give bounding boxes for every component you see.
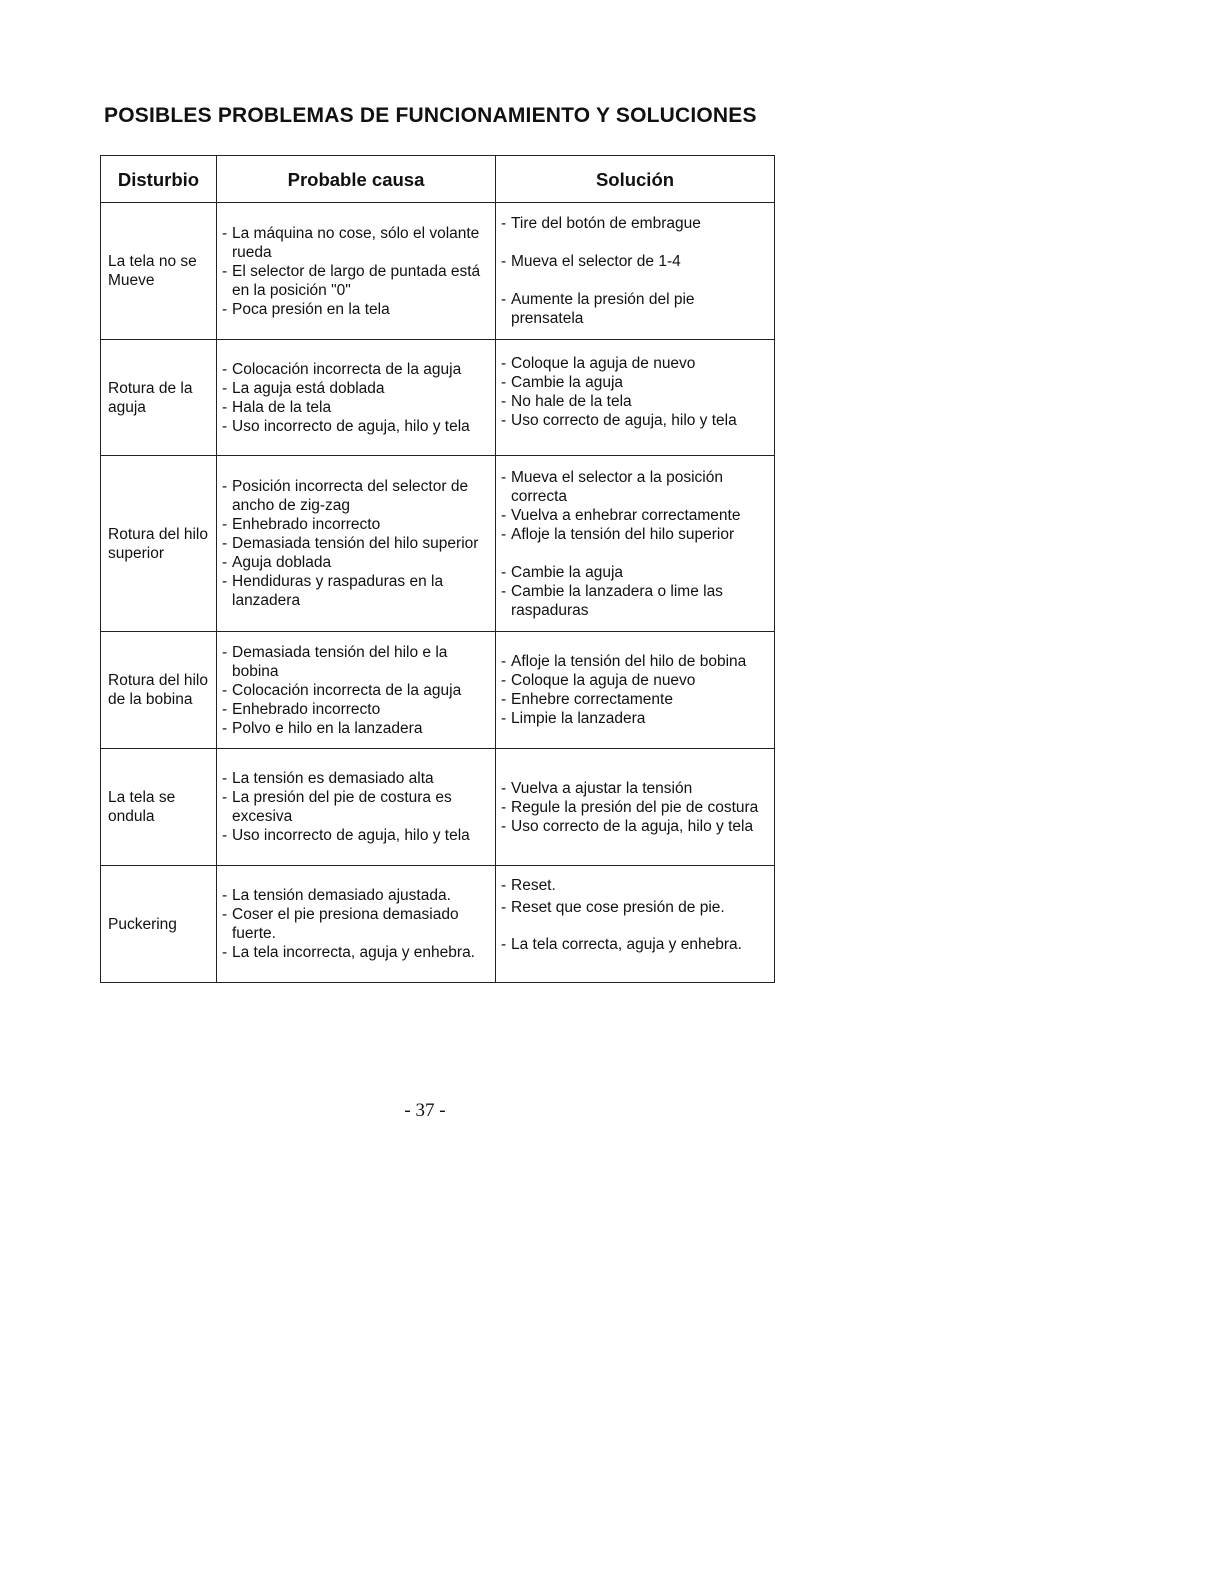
solution-item: - No hale de la tela (500, 392, 768, 411)
header-solution: Solución (496, 156, 775, 203)
solution-item: - Uso correcto de aguja, hilo y tela (500, 411, 768, 430)
solution-list (500, 652, 768, 728)
cause-item: - Hendiduras y raspaduras en la lanzadera (221, 572, 489, 610)
cause-item: - Polvo e hilo en la lanzadera (221, 719, 489, 738)
solution-item: - Limpie la lanzadera (500, 709, 768, 728)
solution-list (500, 214, 768, 328)
table-row (101, 632, 775, 749)
cause-item: - La máquina no cose, sólo el volante rueda (221, 224, 489, 262)
solution-item: - Cambie la aguja (500, 373, 768, 392)
solution-item: - Coloque la aguja de nuevo (500, 671, 768, 690)
solution-item: - Afloje la tensión del hilo superior (500, 525, 768, 544)
solution-item: - Tire del botón de embrague (500, 214, 768, 233)
cause-item: - Aguja doblada (221, 553, 489, 572)
cause-item: - Coser el pie presiona demasiado fuerte. (221, 905, 489, 943)
solution-cell (496, 456, 775, 632)
solution-item: - Aumente la presión del pie prensatela (500, 290, 768, 328)
solution-cell (496, 203, 775, 340)
cause-item: - Uso incorrecto de aguja, hilo y tela (221, 417, 489, 436)
cause-item: - Poca presión en la tela (221, 300, 489, 319)
table-row (101, 456, 775, 632)
solution-item: - Mueva el selector de 1-4 (500, 252, 768, 271)
cause-cell (217, 203, 496, 340)
solution-list (500, 468, 768, 620)
solution-cell (496, 866, 775, 983)
cause-item: - Colocación incorrecta de la aguja (221, 681, 489, 700)
cause-item: - Posición incorrecta del selector de ancho de zig-zag (221, 477, 489, 515)
cause-cell (217, 632, 496, 749)
cause-item: - Demasiada tensión del hilo e la bobina (221, 643, 489, 681)
cause-item: - Colocación incorrecta de la aguja (221, 360, 489, 379)
solution-item: - Vuelva a ajustar la tensión (500, 779, 768, 798)
cause-item: - La tela incorrecta, aguja y enhebra. (221, 943, 489, 962)
page-number: - 37 - (404, 1100, 446, 1121)
solution-item: - Cambie la lanzadera o lime las raspaduras (500, 582, 768, 620)
table-row (101, 749, 775, 866)
issue-cell: Rotura del hilo superior (101, 456, 217, 632)
issue-cell: Rotura de la aguja (101, 340, 217, 456)
cause-item: - Demasiada tensión del hilo superior (221, 534, 489, 553)
cause-item: - Enhebrado incorrecto (221, 515, 489, 534)
solution-item: - Coloque la aguja de nuevo (500, 354, 768, 373)
table-row (101, 340, 775, 456)
solution-item: - Uso correcto de la aguja, hilo y tela (500, 817, 768, 836)
solution-item: - Regule la presión del pie de costura (500, 798, 768, 817)
cause-item: - La aguja está doblada (221, 379, 489, 398)
cause-list (221, 360, 489, 436)
solution-item: - Afloje la tensión del hilo de bobina (500, 652, 768, 671)
cause-item: - El selector de largo de puntada está en la posición "0" (221, 262, 489, 300)
table-row (101, 866, 775, 983)
cause-list (221, 769, 489, 845)
cause-list (221, 643, 489, 738)
table-row (101, 203, 775, 340)
solution-list (500, 354, 768, 430)
solution-list (500, 779, 768, 836)
solution-cell (496, 749, 775, 866)
cause-cell (217, 456, 496, 632)
header-issue: Disturbio (101, 156, 217, 203)
cause-item: - La tensión demasiado ajustada. (221, 886, 489, 905)
cause-list (221, 224, 489, 319)
cause-list (221, 886, 489, 962)
solution-item: - Vuelva a enhebrar correctamente (500, 506, 768, 525)
solution-cell (496, 340, 775, 456)
solution-item: - Reset. (500, 876, 768, 895)
cause-list (221, 477, 489, 610)
troubleshooting-table (100, 155, 775, 983)
cause-item: - Enhebrado incorrecto (221, 700, 489, 719)
issue-cell: Rotura del hilo de la bobina (101, 632, 217, 749)
page-title: POSIBLES PROBLEMAS DE FUNCIONAMIENTO Y SOLUCIONES (104, 104, 757, 127)
solution-list (500, 876, 768, 954)
cause-item: - Uso incorrecto de aguja, hilo y tela (221, 826, 489, 845)
solution-item: - La tela correcta, aguja y enhebra. (500, 935, 768, 954)
cause-item: - La tensión es demasiado alta (221, 769, 489, 788)
cause-item: - Hala de la tela (221, 398, 489, 417)
cause-cell (217, 866, 496, 983)
solution-item: - Mueva el selector a la posición correcta (500, 468, 768, 506)
solution-item: - Enhebre correctamente (500, 690, 768, 709)
issue-cell: La tela no se Mueve (101, 203, 217, 340)
solution-cell (496, 632, 775, 749)
header-row (101, 156, 775, 203)
solution-item: - Reset que cose presión de pie. (500, 898, 768, 917)
issue-cell: La tela se ondula (101, 749, 217, 866)
cause-item: - La presión del pie de costura es excesiva (221, 788, 489, 826)
solution-item: - Cambie la aguja (500, 563, 768, 582)
cause-cell (217, 749, 496, 866)
cause-cell (217, 340, 496, 456)
issue-cell: Puckering (101, 866, 217, 983)
header-cause: Probable causa (217, 156, 496, 203)
